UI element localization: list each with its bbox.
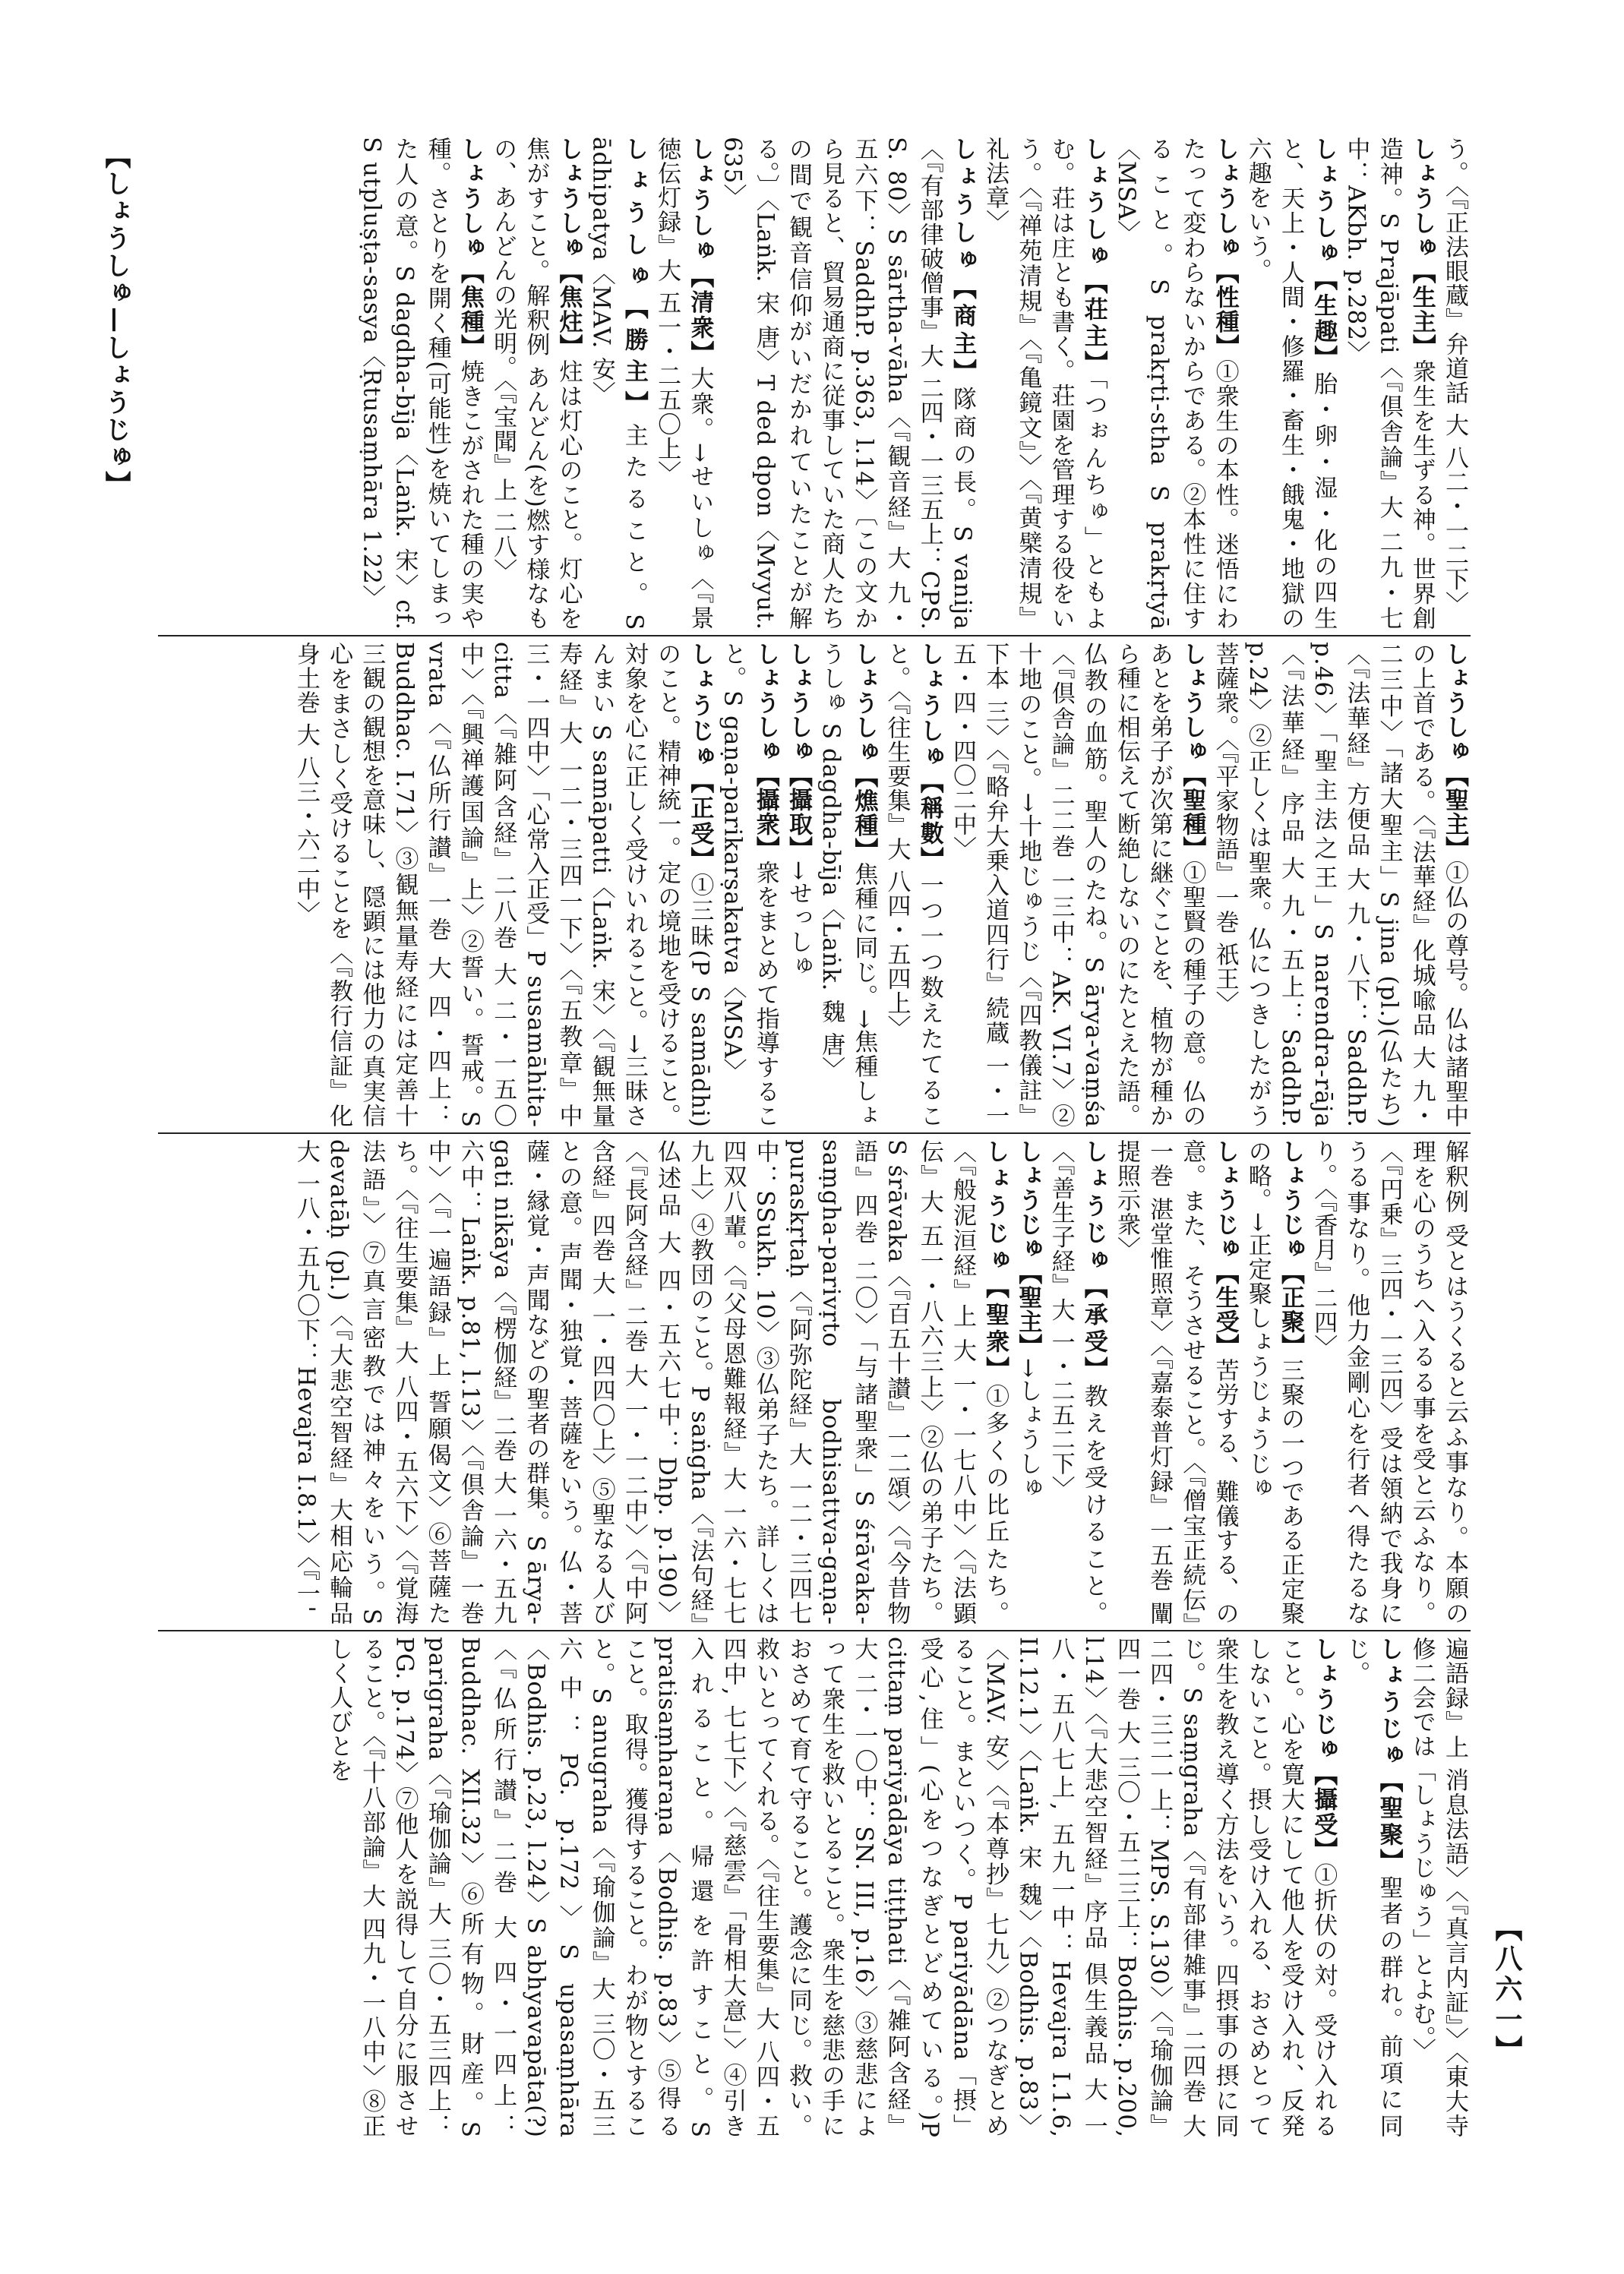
entry-headword: しょうしゅ【焦種】	[456, 137, 484, 359]
entry-body: ①折伏の対。受け入れること。心を寛大にして他人を受け入れ、反発しないこと。摂し受け入れる、おさめとって衆生を教え導く方法をいう。四摂事の摂に同じ。S saṃgraha〈『有部律雑事』二四巻 大 二四・三二一上：MPS. S.130〉〈『瑜伽論』四一巻 大 三〇・五二三上：Bodhis. p.200, l.14〉〈『大悲空智経』序品 倶生義品 大 一八・五八七上, 五九一中：Hevajra I.1.6, II.12.1〉〈Laṅk. 宋 魏〉〈Bodhis. p.83〉〈MAV. 安〉〈『本尊抄』七九〉②つなぎとめること。まといつく。P pariyādāna「摂」受心,住」(心をつなぎとどめている。)P cittaṃ pariyādāya tiṭṭhati〈『雑阿含経』大 二・一〇中：SN. III, p.16〉③慈悲によって衆生を救いとること。衆生を慈悲の手におさめて育て守ること。護念に同じ。救い。救いとってくれる。〈『往生要集』大 八四・五四中, 七七下〉〈『慈雲』「骨相大意」〉④引き入れること。帰還を許すこと。S pratisaṃharaṇa〈Bodhis. p.83〉⑤得ること。取得。獲得すること。わが物とすること。S anugraha〈『瑜伽論』大 三〇・五三六中：PG. p.172〉S upasaṃhāra〈Bodhis. p.23, l.24〉S abhyavapāta(?)〈『仏所行讃』二巻 大 四・一四上：Buddhac. XII.32〉⑥所有物。財産。S parigraha〈『瑜伽論』大 三〇・五三四上：PG. p.174〉⑦他人を説得して自分に服させること。〈『十八部論』大 四九・一八中〉⑧正しく人びとを	[325, 1637, 1338, 2138]
entry-headword: しょうじゅ【正聚】	[1276, 1139, 1304, 1358]
entry-body: 遍語録』上 消息法語〉〈『真言内証』〉〈東大寺修二会では「しょうじゅう」とよむ。〉	[1408, 1637, 1468, 2138]
entry-column	[158, 1139, 1471, 1625]
entry-headword: しょうしゅ【攝衆】	[751, 642, 779, 861]
dictionary-entry	[650, 137, 716, 630]
dictionary-entry	[1044, 1139, 1109, 1625]
dictionary-entry	[1110, 137, 1241, 630]
dictionary-entry	[486, 137, 585, 630]
entry-body: 聖者の群れ。前項に同じ。	[1342, 1637, 1403, 2138]
entry-body: ①衆生の本性。迷悟にわたって変わらないからである。②本性に住すること。S prakṛti-stha S prakṛtyā〈MSA〉	[1112, 137, 1239, 630]
dictionary-entry	[1110, 1139, 1241, 1625]
entry-body: 一つ一つ数えたてること。〈『往生要集』大 八四・五四上〉	[883, 642, 943, 1128]
dictionary-entry	[1438, 137, 1471, 630]
dictionary-entry	[978, 137, 1110, 630]
page-number: 【八六一】	[1491, 1914, 1523, 2066]
entry-body: ①聖賢の種子の意。仏のあとを弟子が次第に継ぐことを、植物が種から種に相伝えて断絶しないのにたとえた語。仏教の血筋。聖人のたね。S ārya-vaṃśa〈『倶舎論』二二巻 一三中：AK. VI.7〉②十地のこと。→十地じゅうじ〈『四教儀註』下本 三〉〈『略弁大乗入道四行』続蔵 一・一五・四・四〇二中〉	[948, 642, 1206, 1128]
dictionary-entry	[1208, 642, 1471, 1128]
entry-headword: しょうしゅ【性種】	[1211, 137, 1239, 359]
page-header: 【しょうしゅ—しょうじゅ】	[100, 143, 131, 498]
entry-body: ①多くの比丘たち。〈『般泥洹経』上 大 一・一七八中〉〈『法顕伝』大 五一・八六三上〉②仏の弟子たち。S śrāvaka〈『百五十讃』一二頌〉〈『今昔物語』四巻 二〇〉「与諸聖衆」S śrāvaka-saṃgha-parivṛto bodhisattva-gaṇa-puraskṛtaḥ〈『阿弥陀経』大 一二・三四七中：SSukh. 10〉③仏弟子たち。詳しくは四双八輩。〈『父母恩難報経』大 一六・七七九上〉④教団のこと。P saṅgha〈『法句経』仏述品 大 四・五六七中：Dhp. p.190〉〈『長阿含経』二巻 大 一・一二中〉〈『中阿含経』四巻 大 一・四四〇上〉⑤聖なる人びとの意。声聞・独覚・菩薩をいう。仏・菩薩・縁覚・声聞などの聖者の群集。S ārya-gati nikāya〈『楞伽経』二巻 大 一六・五九六中：Laṅk. p.81, l.13〉〈『倶舎論』一巻 中〉〈『一遍語録』上 誓願偈文〉⑥菩薩たち。〈『往生要集』大 八四・五六下〉〈『覚海法語』〉⑦真言密教では神々をいう。S devatāḥ (pl.)〈『大悲空智経』大相応輪品 大 一八・五九〇下：Hevajra I.8.1〉〈『一'	[292, 1139, 1009, 1625]
entry-headword: しょうしゅ【生趣】	[1310, 137, 1338, 371]
entry-headword: しょうじゅ【生受】	[1211, 1139, 1239, 1358]
entry-body: 炷は灯心のこと。灯心を焦がすこと。解釈例 あんどん(を)燃す様なもの、あんどんの光明。〈『宝聞』上 二八〉	[489, 137, 583, 630]
entry-body: ①三昧(P S samādhi)のこと。精神統一。定の境地を受けること。対象を心に正しく受けいれること。→三昧さんまい S samāpatti〈Laṅk. 宋〉〈『観無量寿経』大 一二・三四一下〉〈『五教章』中 三・一四中〉「心常入正受」P susamāhita-citta〈『雑阿含経』二八巻 大 二・一五〇中〉〈『興禅護国論』上〉②誓い。誓戒。S vrata〈『仏所行讃』一巻 大 四・四上：Buddhac. I.71〉③観無量寿経には定善十三観の観想を意味し、隠顕には他力の真実信心をまさしく受けることを〈『教行信証』化身土巻 大 八三・六二中〉	[292, 642, 714, 1128]
entry-headword: しょうじゅ【聖聚】	[1375, 1637, 1403, 1875]
entry-headword: しょうしゅ【勝主】	[620, 137, 648, 423]
entry-headword: しょうじゅ【聖衆】	[981, 1139, 1009, 1384]
entry-headword: しょうじゅ【聖主】	[1014, 1139, 1042, 1358]
dictionary-tier-2	[158, 642, 1471, 1128]
entry-headword: しょうしゅ【燋種】	[850, 642, 878, 863]
entry-body: 衆生を生ずる神。世界創造神。S Prajāpati〈『倶舎論』大 二九・七中：AKbh. p.282〉	[1342, 137, 1436, 630]
entry-headword: しょうしゅ【荘主】	[1079, 137, 1107, 377]
entry-body: 隊商の長。S vanija〈『有部律破僧事』大 二四・一三五上：CPS. S. 80〉S sārtha-vāha〈『観音経』大 九・五六下：SaddhP. p.363, l.14〉〔この文から見ると、貿易通商に従事していた商人たちの間で観音信仰がいだかれていたことが解る。〕〈Laṅk. 宋 唐〉T ded dpon〈Mvyut. 635〉	[719, 137, 976, 630]
dictionary-entry	[1241, 1139, 1306, 1625]
entry-headword: しょうしゅ【商主】	[948, 137, 976, 387]
entry-body: 三聚の一つである正定聚の略。→正定聚しょうじょうじゅ	[1243, 1139, 1304, 1625]
entry-body: 苦労する、難儀する、の意。また、そうさせること。〈『僧宝正続伝』一巻 湛堂惟照章〉〈『嘉泰普灯録』一五巻 闡提照示衆〉	[1112, 1139, 1239, 1625]
dictionary-entry	[289, 642, 716, 1128]
dictionary-entry	[880, 642, 945, 1128]
entry-body: 焼きこがされた種の実や種。さとりを開く種(可能性)を焼いてしまった人の意。S dagdha-bīja〈Laṅk. 宋〉cf. S utpluṣṭa-sasya〈Ṛtusaṃhāra 1.22〉	[358, 137, 484, 630]
entry-body: 焦種に同じ。→焦種しょうしゅ S dagdha-bīja〈Laṅk. 魏 唐〉	[817, 642, 878, 1128]
entry-body: 解釈例 受とはうくると云ふ事なり。本願の理を心のうちへ入るる事を受と云ふなり。〈『円乗』三四・一三四〉受は領納で我身にうる事なり。他力金剛心を行者へ得たるなり。〈『香月』二四〉	[1310, 1139, 1468, 1625]
entry-headword: しょうしゅ【焦炷】	[554, 137, 583, 359]
dictionary-entry	[814, 642, 880, 1128]
entry-headword: しょうじゅ【承受】	[1079, 1139, 1107, 1384]
dictionary-entry	[355, 137, 486, 630]
dictionary-entry	[1011, 1139, 1044, 1625]
entry-body: 「つぉんちゅ」ともよむ。荘は庄とも書く。荘園を管理する役をいう。〈『禅苑清規』〈『亀鏡文』〉〈『黄檗清規』礼法章〉	[981, 137, 1107, 630]
entry-body: 衆をまとめて指導すること。S gaṇa-parikarṣakatva〈MSA〉	[719, 642, 779, 1128]
tier-divider	[158, 1630, 1471, 1631]
entry-headword: しょうしゅ【攝取】	[784, 642, 812, 861]
entry-body: 大衆。→せいしゅ〈『景徳伝灯録』大 五一・二五〇上〉	[653, 137, 714, 630]
dictionary-entry	[1339, 1637, 1404, 2138]
entry-body: 胎・卵・湿・化の四生と、天上・人間・修羅・畜生・餓鬼・地獄の六趣をいう。	[1243, 137, 1338, 630]
dictionary-entry	[716, 137, 978, 630]
entry-headword: しょうしゅ【聖主】	[1441, 642, 1468, 861]
entry-column	[158, 1637, 1471, 2138]
dictionary-entry	[289, 1139, 1011, 1625]
entry-headword: しょうじゅ【正受】	[686, 642, 714, 873]
entry-body: 教えを受けること。〈『善生子経』大 一・二五二下〉	[1047, 1139, 1107, 1625]
entry-column	[158, 137, 1471, 630]
tier-divider	[158, 635, 1471, 636]
dictionary-entry	[716, 642, 781, 1128]
entry-body: 主たること。S ādhipatya〈MAV. 安〉	[587, 137, 648, 630]
dictionary-entry	[1306, 1139, 1471, 1625]
entry-column	[158, 642, 1471, 1128]
dictionary-entry	[1241, 137, 1340, 630]
entry-headword: しょうじゅ【攝受】	[1310, 1637, 1338, 1863]
dictionary-entry	[585, 137, 650, 630]
dictionary-entry	[1405, 1637, 1471, 2138]
entry-headword: しょうしゅ【清衆】	[686, 137, 714, 367]
entry-headword: しょうしゅ【稱數】	[915, 642, 943, 873]
dictionary-tier-1	[158, 137, 1471, 630]
tier-divider	[158, 1132, 1471, 1134]
dictionary-tier-3	[158, 1139, 1471, 1625]
dictionary-entry	[946, 642, 1209, 1128]
entry-body: う。〈『正法眼蔵』弁道話 大 八二・一二下〉	[1441, 137, 1468, 616]
entry-body: →せっしゅ	[784, 861, 812, 978]
entry-body: →しょうしゅ	[1014, 1358, 1042, 1500]
dictionary-tier-4	[158, 1637, 1471, 2138]
dictionary-entry	[782, 642, 814, 1128]
entry-headword: しょうしゅ【生主】	[1408, 137, 1436, 359]
entry-headword: しょうしゅ【聖種】	[1178, 642, 1206, 861]
entry-body: ①仏の尊号。仏は諸聖中の上首である。〈『法華経』化城喩品 大 九・二三中〉「諸大聖主」S jina (pl.)(仏たち)〈『法華経』方便品 大 九・八下：SaddhP. p.46〉「聖主法之王」S narendra-rāja〈『法華経』序品 大 九・五上：SaddhP. p.24〉②正しくは聖衆。仏につきしたがう菩薩衆。〈『平家物語』一巻 祇王〉	[1211, 642, 1468, 1128]
dictionary-entry	[1339, 137, 1438, 630]
dictionary-entry	[322, 1637, 1339, 2138]
